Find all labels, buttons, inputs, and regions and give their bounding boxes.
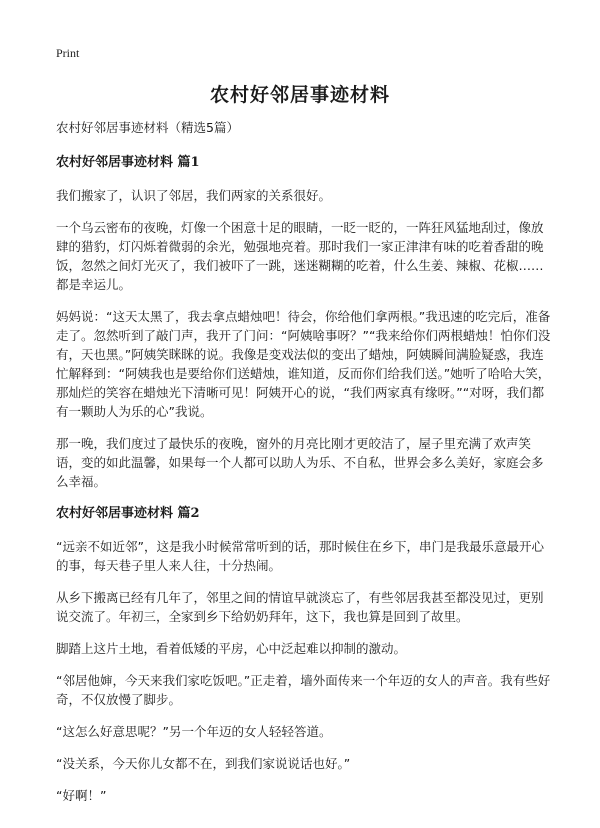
paragraph: 从乡下搬离已经有几年了，邻里之间的情谊早就淡忘了，有些邻居我甚至都没见过，更别说交流了。年初三，全家到乡下给奶奶拜年，这下，我也算是回到了故里。 [56,590,544,624]
paragraph: “邻居他婶，今天来我们家吃饭吧。”正走着，墙外面传来一个年迈的女人的声音。我有些好奇，不仅放慢了脚步。 [56,673,551,707]
paragraph: 妈妈说：“这天太黑了，我去拿点蜡烛吧！待会，你给他们拿两根。”我迅速的吃完后，准备走了。忽然听到了敲门声，我开了门问：“阿姨啥事呀？”“我来给你们两根蜡烛！怕你们没有，天也黑。”阿姨笑眯眯的说。我像是变戏法似的变出了蜡烛，阿姨瞬间满脸疑惑，我连忙解释到：“阿姨我也是要给你们送蜡烛，谁知道，反而你们给我们送。”她听了哈哈大笑，那灿烂的笑容在蜡烛光下清晰可见！阿姨开心的说，“我们两家真有缘呀。”“对呀，我们都有一颗助人为乐的心”我说。 [56,309,551,419]
paragraph: 我们搬家了，认识了邻居，我们两家的关系很好。 [56,188,332,203]
paragraph: 一个乌云密布的夜晚，灯像一个困意十足的眼睛，一眨一眨的，一阵狂风猛地刮过，像放肆的猎豹，灯闪烁着微弱的余光，勉强地亮着。那时我们一家正津津有味的吃着香甜的晚饭，忽然之间灯光灭了，我们被吓了一跳，迷迷糊糊的吃着，什么生姜、辣椒、花椒……都是幸运儿。 [56,220,544,292]
paragraph: 脚踏上这片土地，看着低矮的平房，心中泛起难以抑制的激动。 [56,641,407,656]
print-link[interactable]: Print [56,46,80,60]
article-body [56,118,552,818]
paragraph: “好啊！” [56,788,107,803]
section-heading: 农村好邻居事迹材料 篇1 [56,155,200,170]
section-heading: 农村好邻居事迹材料 篇2 [56,506,200,521]
paragraph: “远亲不如近邻”，这是我小时候常常听到的话，那时候住在乡下，串门是我最乐意最开心的事，每天巷子里人来人往，十分热闹。 [56,539,544,573]
page-title: 农村好邻居事迹材料 [209,84,390,106]
section-1 [56,153,552,491]
section-2 [56,504,552,805]
paragraph: “没关系，今天你儿女都不在，到我们家说说话也好。” [56,756,351,771]
paragraph: 那一晚，我们度过了最快乐的夜晚，窗外的月亮比刚才更皎洁了，屋子里充满了欢声笑语，变的如此温馨，如果每一个人都可以助人为乐、不自私，世界会多么美好，家庭会多么幸福。 [56,436,544,489]
paragraph: “这怎么好意思呢？”另一个年迈的女人轻轻答道。 [56,724,332,739]
subtitle: 农村好邻居事迹材料（精选5篇） [56,120,239,135]
